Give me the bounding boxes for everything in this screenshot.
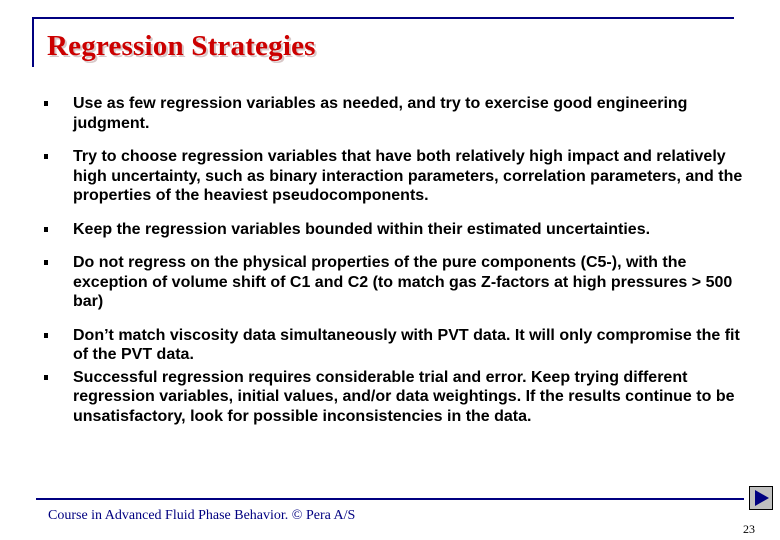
slide-title: Regression Strategies [47,30,316,62]
footer-rule [36,498,744,500]
next-slide-button[interactable] [749,486,773,510]
page-number: 23 [743,522,755,536]
bullet-item [44,94,744,133]
square-bullet-icon [44,333,48,338]
bullet-text: Don’t match viscosity data simultaneously with PVT data. It will only compromise the fit of the PVT data. [73,326,740,363]
square-bullet-icon [44,101,48,106]
title-frame-left-line [32,17,34,67]
square-bullet-icon [44,227,48,232]
bullet-item [44,326,744,365]
bullet-text: Try to choose regression variables that have both relatively high impact and relatively high uncertainty, such as binary interaction parameters, correlation parameters, and the properties of the heaviest pseudocomponents. [73,148,743,204]
bullet-text: Use as few regression variables as needed, and try to exercise good engineering judgment. [73,95,688,132]
square-bullet-icon [44,154,48,159]
bullet-item [44,220,744,240]
bullet-list [44,94,744,426]
bullet-text: Do not regress on the physical properties of the pure components (C5-), with the exception of volume shift of C1 and C2 (to match gas Z-factors at high pressures > 500 bar) [73,254,733,310]
bullet-text: Keep the regression variables bounded within their estimated uncertainties. [73,220,651,238]
triangle-right-icon [750,487,772,509]
bullet-item [44,368,744,427]
square-bullet-icon [44,375,48,380]
bullet-item [44,147,744,206]
square-bullet-icon [44,260,48,265]
bullet-text: Successful regression requires considerable trial and error. Keep trying different regression variables, initial values, and/or data weightings. If the results continue to be unsatisfactory, look for possible inconsistencies in the data. [73,368,735,425]
title-frame-top-line [32,17,734,19]
footer-course-label: Course in Advanced Fluid Phase Behavior. © Pera A/S [48,508,356,523]
bullet-item [44,253,744,312]
